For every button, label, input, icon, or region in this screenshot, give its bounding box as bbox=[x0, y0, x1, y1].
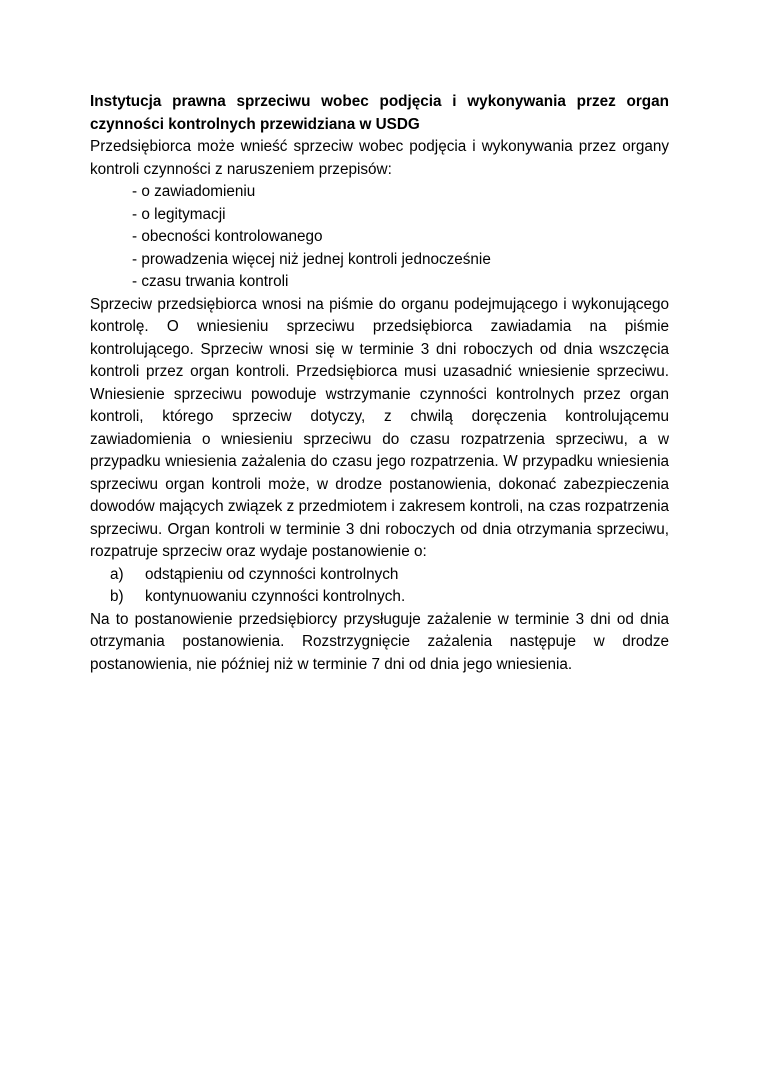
list-item-text: odstąpieniu od czynności kontrolnych bbox=[145, 565, 399, 583]
list-item: - o legitymacji bbox=[132, 205, 226, 223]
list-item: - o zawiadomieniu bbox=[132, 183, 256, 200]
list-item bbox=[90, 564, 669, 587]
decisions-list bbox=[90, 564, 669, 609]
closing-paragraph: Na to postanowienie przedsiębiorcy przysługuje zażalenie w terminie 3 dni od dnia otrzymania postanowienia. Rozstrzygnięcie zażalenia następuje w drodze postanowienia, nie później niż w terminie 7 dni od dnia jego wniesienia. bbox=[90, 610, 669, 673]
list-item: - prowadzenia więcej niż jednej kontroli jednocześnie bbox=[132, 250, 491, 268]
list-item: - obecności kontrolowanego bbox=[132, 228, 323, 245]
document-page bbox=[90, 91, 669, 676]
body-paragraph: Sprzeciw przedsiębiorca wnosi na piśmie do organu podejmującego i wykonującego kontrolę. O wniesieniu sprzeciwu przedsiębiorca zawiadamia na piśmie kontrolującego. Sprzeciw wnosi się w terminie 3 dni roboczych od dnia wszczęcia kontroli przez organ kontroli. Przedsiębiorca musi uzasadnić wniesienie sprzeciwu. Wniesienie sprzeciwu powoduje wstrzymanie czynności kontrolnych przez organ kontroli, którego sprzeciw dotyczy, z chwilą doręczenia kontrolującemu zawiadomienia o wniesieniu sprzeciwu do czasu rozpatrzenia sprzeciwu, a w przypadku wniesienia zażalenia do czasu jego rozpatrzenia. W przypadku wniesienia sprzeciwu organ kontroli może, w drodze postanowienia, dokonać zabezpieczenia dowodów mających związek z przedmiotem i zakresem kontroli, na czas rozpatrzenia sprzeciwu. Organ kontroli w terminie 3 dni roboczych od dnia otrzymania sprzeciwu, rozpatruje sprzeciw oraz wydaje postanowienie o: bbox=[90, 295, 669, 560]
list-item-text: kontynuowaniu czynności kontrolnych. bbox=[145, 588, 406, 605]
list-item bbox=[90, 586, 669, 609]
intro-paragraph: Przedsiębiorca może wnieść sprzeciw wobec podjęcia i wykonywania przez organy kontroli czynności z naruszeniem przepisów: bbox=[90, 138, 669, 178]
list-item: - czasu trwania kontroli bbox=[132, 273, 289, 290]
list-marker: b) bbox=[110, 588, 124, 605]
list-marker: a) bbox=[110, 565, 124, 583]
violations-list bbox=[90, 181, 669, 294]
document-title: Instytucja prawna sprzeciwu wobec podjęcia i wykonywania przez organ czynności kontrolnych przewidziana w USDG bbox=[90, 93, 669, 133]
